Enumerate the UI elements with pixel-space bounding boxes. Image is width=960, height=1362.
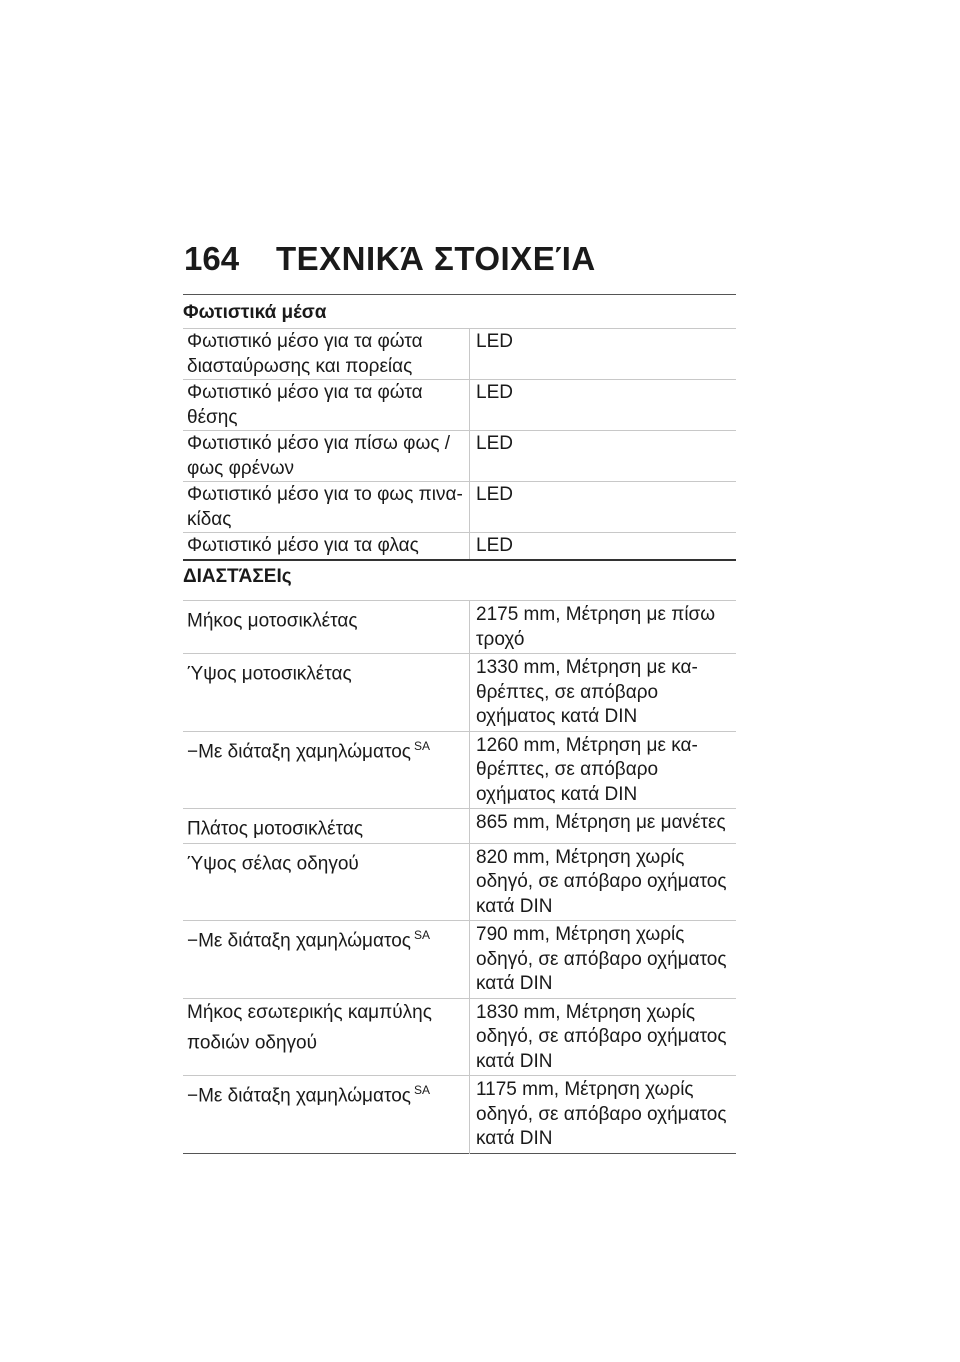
row-label [183, 843, 470, 921]
row-value: LED [476, 535, 513, 556]
row-value: LED [476, 331, 513, 352]
row-value: 1330 mm, Μέτρηση με κα-θρέπτες, σε απόβαρο οχήματος κατά DIN [476, 657, 698, 727]
table-row [183, 731, 736, 809]
row-label-text: −Με διάταξη χαμηλώματος [187, 740, 411, 762]
row-label-text: Ύψος σέλας οδηγού [187, 853, 359, 875]
table-row [183, 1076, 736, 1154]
sa-marker: SA [413, 1083, 430, 1098]
row-label-text: Φωτιστικό μέσο για τα φώτα θέσης [187, 382, 423, 428]
row-label [183, 998, 470, 1076]
section-title-lighting: Φωτιστικά μέσα [183, 294, 736, 328]
table-row [183, 601, 736, 654]
row-label-text: −Με διάταξη χαμηλώματος [187, 930, 411, 952]
row-label [183, 654, 470, 732]
table-row [183, 998, 736, 1076]
row-value: LED [476, 433, 513, 454]
row-label [183, 329, 470, 380]
sa-marker: SA [413, 738, 430, 753]
lighting-section [183, 294, 736, 560]
row-label [183, 482, 470, 533]
row-label [183, 431, 470, 482]
page-header [184, 240, 596, 278]
chapter-title: ΤΕΧΝΙΚΆ ΣΤΟΙΧΕΊΑ [276, 240, 596, 277]
row-label [183, 731, 470, 809]
row-value: LED [476, 382, 513, 403]
row-label-text: −Με διάταξη χαμηλώματος [187, 1085, 411, 1107]
row-label-text: Πλάτος μοτοσικλέτας [187, 818, 364, 840]
row-value: 1260 mm, Μέτρηση με κα-θρέπτες, σε απόβαρο οχήματος κατά DIN [476, 734, 698, 805]
table-row [183, 482, 736, 533]
row-label [183, 380, 470, 431]
row-value: 820 mm, Μέτρηση χωρίς οδηγό, σε απόβαρο οχήματος κατά DIN [476, 846, 727, 917]
table-row [183, 843, 736, 921]
row-value: LED [476, 484, 513, 505]
row-label-text: Φωτιστικό μέσο για το φως πινα-κίδας [187, 484, 463, 530]
table-row [183, 654, 736, 732]
row-value: 1830 mm, Μέτρηση χωρίς οδηγό, σε απόβαρο οχήματος κατά DIN [476, 1001, 727, 1072]
row-label-text: Φωτιστικό μέσο για τα φλας [187, 535, 419, 556]
sa-marker: SA [413, 928, 430, 943]
row-label-text: Φωτιστικό μέσο για πίσω φως / φως φρένων [187, 433, 451, 479]
lighting-table [183, 328, 736, 560]
row-label-text: Μήκος εσωτερικής καμπύλης ποδιών οδηγού [187, 1001, 432, 1054]
row-value: 1175 mm, Μέτρηση χωρίς οδηγό, σε απόβαρο οχήματος κατά DIN [476, 1079, 727, 1150]
row-value: 865 mm, Μέτρηση με μανέτες [476, 812, 726, 833]
row-value: 2175 mm, Μέτρηση με πίσω τροχό [476, 604, 716, 650]
page-number: 164 [184, 240, 240, 277]
row-label [183, 809, 470, 844]
row-label [183, 533, 470, 560]
row-label [183, 601, 470, 654]
dimensions-section [183, 559, 736, 1154]
section-title-dimensions: ΔΙΑΣΤΆΣΕΙς [183, 559, 736, 600]
row-value: 790 mm, Μέτρηση χωρίς οδηγό, σε απόβαρο οχήματος κατά DIN [476, 924, 727, 995]
row-label-text: Φωτιστικό μέσο για τα φώτα διασταύρωσης και πορείας [187, 331, 423, 377]
table-row [183, 329, 736, 380]
row-label [183, 921, 470, 999]
table-row [183, 921, 736, 999]
table-row [183, 809, 736, 844]
table-row [183, 431, 736, 482]
table-row [183, 533, 736, 560]
dimensions-table [183, 600, 736, 1154]
row-label-text: Μήκος μοτοσικλέτας [187, 610, 358, 632]
table-row [183, 380, 736, 431]
row-label-text: Ύψος μοτοσικλέτας [187, 663, 352, 685]
row-label [183, 1076, 470, 1154]
